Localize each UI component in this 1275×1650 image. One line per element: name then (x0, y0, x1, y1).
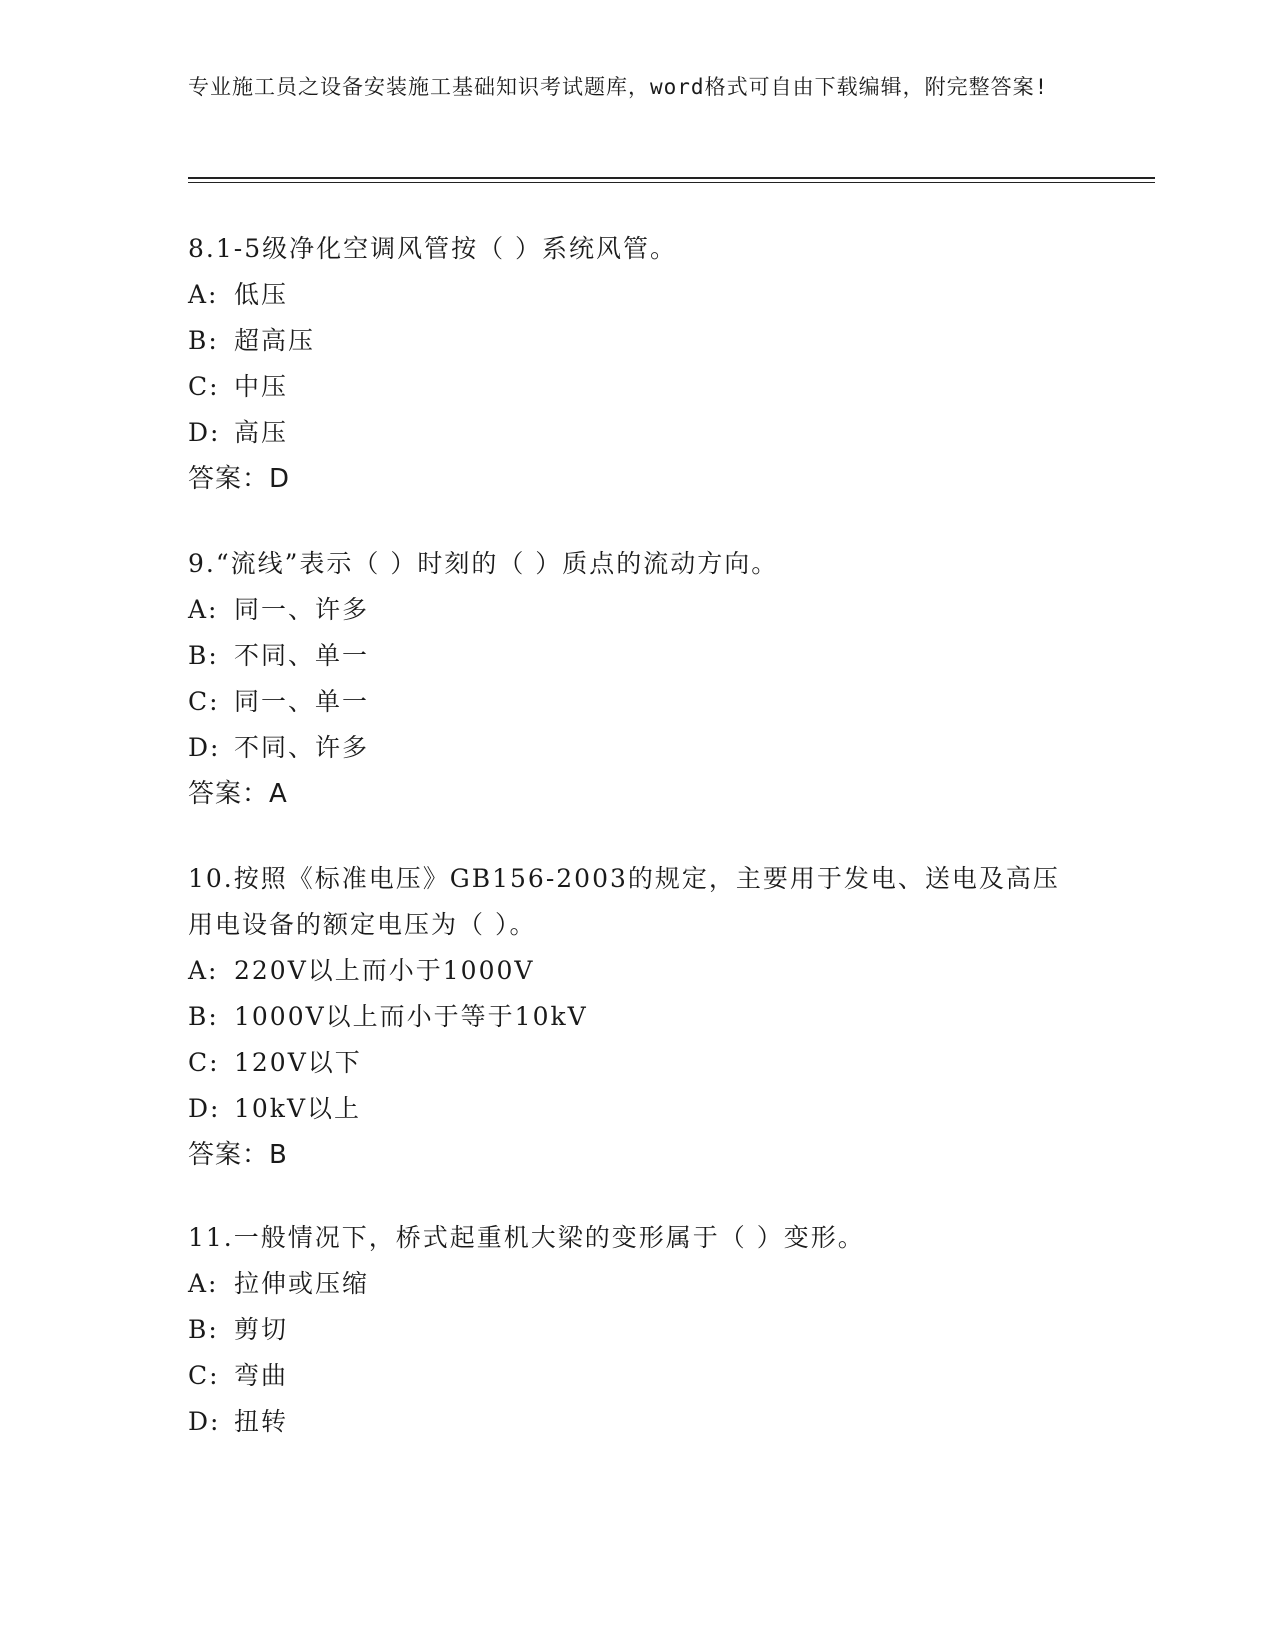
option-letter: C: (188, 372, 220, 401)
option-c (188, 364, 1088, 410)
option-text: 同一、单一 (234, 687, 370, 716)
option-c (188, 1353, 1088, 1399)
option-letter: A: (188, 280, 219, 309)
option-text: 220V以上而小于1000V (234, 956, 535, 985)
question-11 (188, 1215, 1088, 1445)
option-text: 同一、许多 (234, 595, 370, 624)
question-stem: 11.一般情况下，桥式起重机大梁的变形属于（ ）变形。 (188, 1223, 865, 1252)
question-stem: 8.1-5级净化空调风管按（ ）系统风管。 (188, 234, 678, 263)
option-d (188, 410, 1088, 456)
option-text: 1000V以上而小于等于10kV (234, 1002, 588, 1031)
option-letter: C: (188, 1361, 220, 1390)
option-text: 拉伸或压缩 (234, 1269, 370, 1298)
option-text: 10kV以上 (234, 1094, 362, 1123)
document-header: 专业施工员之设备安装施工基础知识考试题库，word格式可自由下载编辑，附完整答案! (188, 75, 1049, 99)
option-text: 剪切 (234, 1315, 289, 1344)
option-text: 不同、单一 (234, 641, 370, 670)
option-letter: C: (188, 687, 220, 716)
question-8 (188, 226, 1088, 502)
option-text: 超高压 (234, 326, 316, 355)
option-text: 不同、许多 (234, 733, 370, 762)
option-d (188, 1399, 1088, 1445)
option-d (188, 725, 1088, 771)
option-letter: B: (188, 1002, 219, 1031)
answer-line: 答案：D (188, 464, 291, 494)
option-a (188, 1261, 1088, 1307)
header-divider-secondary (188, 182, 1155, 183)
option-letter: D: (188, 1094, 221, 1123)
header-divider (188, 177, 1155, 179)
option-letter: D: (188, 733, 221, 762)
option-c (188, 679, 1088, 725)
option-letter: C: (188, 1048, 220, 1077)
option-text: 低压 (234, 280, 289, 309)
question-10 (188, 856, 1068, 1178)
option-d (188, 1086, 1068, 1132)
question-9 (188, 541, 1088, 817)
option-b (188, 994, 1068, 1040)
option-letter: A: (188, 595, 219, 624)
option-letter: B: (188, 641, 219, 670)
option-text: 高压 (234, 418, 289, 447)
question-stem: 10.按照《标准电压》GB156-2003的规定，主要用于发电、送电及高压用电设备的额定电压为（ ）。 (188, 864, 1060, 939)
option-text: 弯曲 (234, 1361, 289, 1390)
option-text: 120V以下 (234, 1048, 362, 1077)
option-letter: B: (188, 326, 219, 355)
option-letter: D: (188, 1407, 221, 1436)
option-text: 扭转 (234, 1407, 289, 1436)
option-b (188, 318, 1088, 364)
option-letter: A: (188, 956, 219, 985)
option-a (188, 948, 1068, 994)
option-c (188, 1040, 1068, 1086)
option-letter: B: (188, 1315, 219, 1344)
answer-line: 答案：B (188, 1140, 288, 1170)
option-a (188, 587, 1088, 633)
option-letter: A: (188, 1269, 219, 1298)
option-b (188, 633, 1088, 679)
answer-line: 答案：A (188, 779, 288, 809)
option-a (188, 272, 1088, 318)
option-b (188, 1307, 1088, 1353)
option-text: 中压 (234, 372, 289, 401)
option-letter: D: (188, 418, 221, 447)
question-stem: 9.“流线”表示（ ）时刻的（ ）质点的流动方向。 (188, 549, 779, 578)
